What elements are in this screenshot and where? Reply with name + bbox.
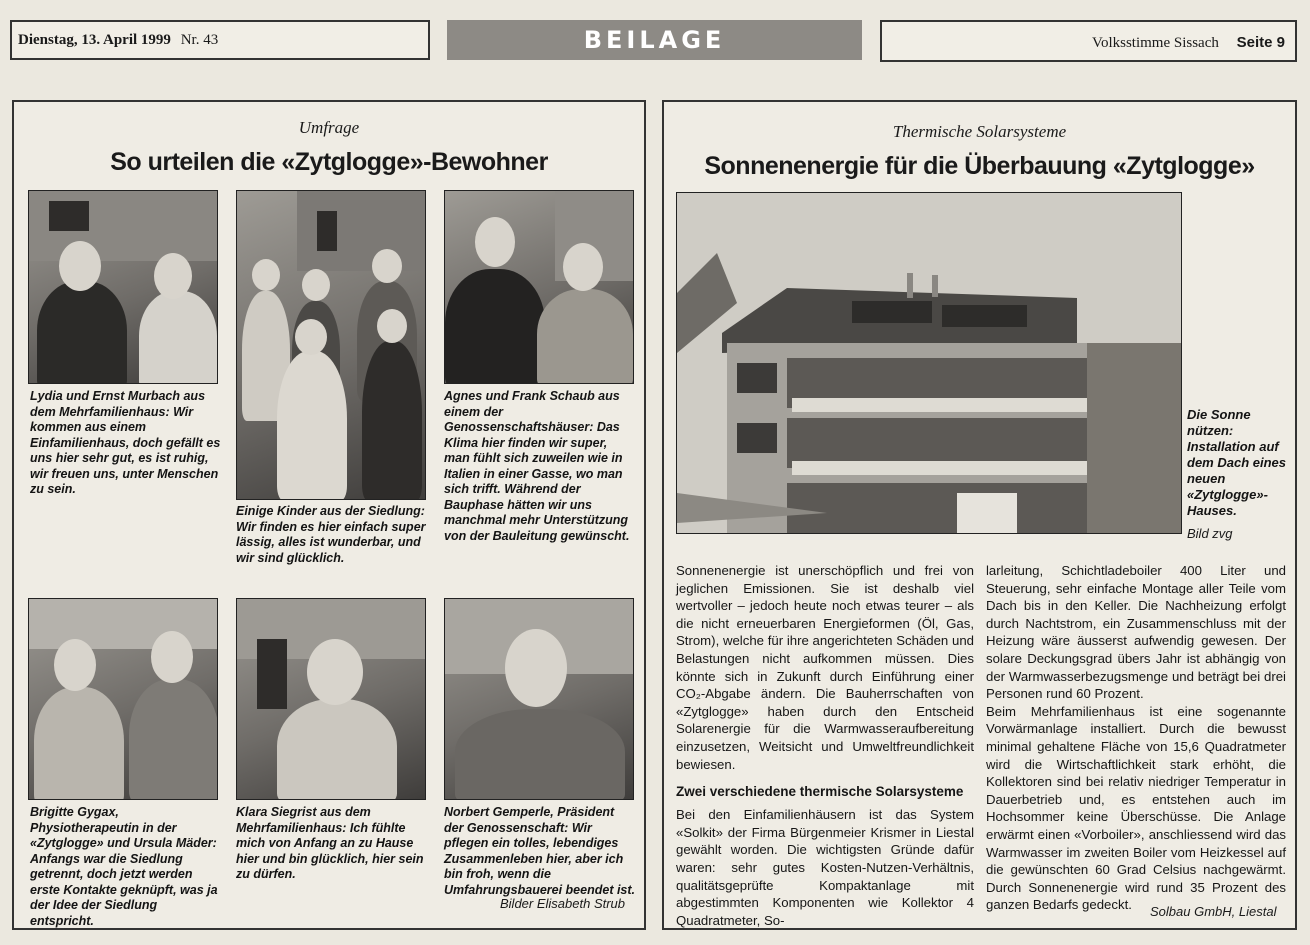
masthead-page-number: Seite 9 [1236, 34, 1285, 51]
solar-article [662, 100, 1297, 930]
masthead-paper-name: Volksstimme Sissach [1092, 35, 1219, 51]
masthead-issue: Nr. 43 [180, 32, 219, 48]
masthead-date: Dienstag, 13. April 1999 [18, 32, 171, 48]
survey-kicker: Umfrage [298, 118, 360, 137]
col2-paragraph-1: larleitung, Schichtladeboiler 400 Liter und Steuerung, sehr einfache Montage aller Teile vom Dach bis in den Keller. Die Nachheizung erfolgt durch Nachtstrom, ein Zusammenschluss mit der Heizung wäre äusserst aufwendig gewesen. Der solare Deckungsgrad übers Jahr ist abhängig von der Warmwasserbezugsmenge und beträgt bei drei Personen rund 60 Prozent. [986, 563, 1286, 702]
survey-headline: So urteilen die «Zytglogge»-Bewohner [110, 148, 548, 176]
caption-murbach: Lydia und Ernst Murbach aus dem Mehrfamilienhaus: Wir kommen aus einem Einfamilienhaus, doch gefällt es uns hier sehr gut, es ist ruhig, wir freuen uns, unter Menschen zu sein. [30, 389, 221, 496]
caption-schaub: Agnes und Frank Schaub aus einem der Genossenschaftshäuser: Das Klima hier finden wir super, man fühlt sich zuweilen wie in Italien in einer Gasse, wo man sich trifft. Während der Bauphase hätten wir uns manchmal mehr Unterstützung von der Bauleitung gewünscht. [444, 389, 630, 543]
photo-gygax-maeder [28, 598, 218, 800]
section-banner: BEILAGE [447, 20, 862, 60]
caption-gemperle: Norbert Gemperle, Präsident der Genossenschaft: Wir pflegen ein tolles, lebendiges Zusammenleben hier, aber ich bin froh, wenn die Umfahrungsbauerei beendet ist. [444, 805, 636, 897]
photo-credit-left: Bilder Elisabeth Strub [500, 896, 626, 911]
article-subhead: Zwei verschiedene thermische Solarsysteme [676, 784, 964, 800]
masthead-date-box [10, 20, 430, 60]
caption-siegrist: Klara Siegrist aus dem Mehrfamilienhaus: Ich fühlte mich von Anfang an zu Hause hier und bin glücklich, hier sein zu dürfen. [236, 805, 424, 881]
col1-paragraph-2: Bei den Einfamilienhäusern ist das System «Solkit» der Firma Bürgenmeier Krismer in Liestal gewählt worden. Die wichtigsten Gründe dafür waren: sehr gutes Kosten-Nutzen-Verhältnis, qualitätsgeprüfte Kompaktanlage mit abgestimmten Komponenten wie Kollektor 4 Quadratmeter, So- [676, 807, 974, 928]
house-illustration [677, 193, 1182, 534]
col2-paragraph-2: Beim Mehrfamilienhaus ist eine sogenannte Vorwärmanlage installiert. Durch die bewusst minimal gehaltene Fläche von 15,6 Quadratmeter wird die Wirtschaftlichkeit stark erhöht, die Kollektoren sind bei relativ niedriger Temperatur in Dauerbetrieb und, es entstehen auch im Hochsommer keine Überschüsse. Die Anlage erwärmt einen «Vorboiler», anschliessend wird das Warmwasser im zweiten Boiler vom Heizkessel auf die gewünschten 60 Grad Celsius nachgewärmt. Durch Sonnenenergie wird rund 35 Prozent des ganzen Bedarfs gedeckt. [986, 703, 1286, 913]
solar-house-photo [676, 192, 1182, 534]
photo-children [236, 190, 426, 500]
col1-paragraph-1: Sonnenenergie ist unerschöpflich und frei von jeglichen Emissionen. Sie ist deshalb viel wertvoller – jedoch heute noch etwas teurer – als die nicht erneuerbaren Energieformen (Öl, Gas, Strom), welche für ihre angerichteten Schäden und Belastungen nicht aufkommen müssen. Dies könnte sich in Zukunft durch Einführung einer CO₂-Abgabe ändern. Die Bauherrschaften von «Zytglogge» haben durch den Entscheid Solarenergie für die Warmwasseraufbereitung einzusetzen, Weitsicht und Umweltfreundlichkeit bewiesen. [676, 563, 974, 772]
article-column-2 [986, 562, 1286, 914]
solar-photo-credit: Bild zvg [1187, 526, 1233, 541]
photo-gemperle [444, 598, 634, 800]
solar-photo-caption: Die Sonne nützen: Installation auf dem Dach eines neuen «Zytglogge»-Hauses. [1187, 407, 1286, 518]
photo-siegrist [236, 598, 426, 800]
caption-gygax-maeder: Brigitte Gygax, Physiotherapeutin in der «Zytglogge» und Ursula Mäder: Anfangs war die Siedlung getrennt, doch jetzt werden erste Kontakte geknüpft, was ja der Idee der Siedlung entspricht. [30, 805, 218, 928]
solar-kicker: Thermische Solarsysteme [892, 122, 1067, 141]
survey-article [12, 100, 646, 930]
photo-schaub [444, 190, 634, 384]
article-signature: Solbau GmbH, Liestal [1150, 904, 1277, 919]
caption-children: Einige Kinder aus der Siedlung: Wir finden es hier einfach super lässig, alles ist wunderbar, und wir sind glücklich. [236, 504, 426, 565]
photo-murbach [28, 190, 218, 384]
article-column-1 [676, 562, 974, 929]
solar-headline: Sonnenenergie für die Überbauung «Zytglogge» [704, 152, 1255, 180]
masthead-paper-box [880, 20, 1297, 62]
